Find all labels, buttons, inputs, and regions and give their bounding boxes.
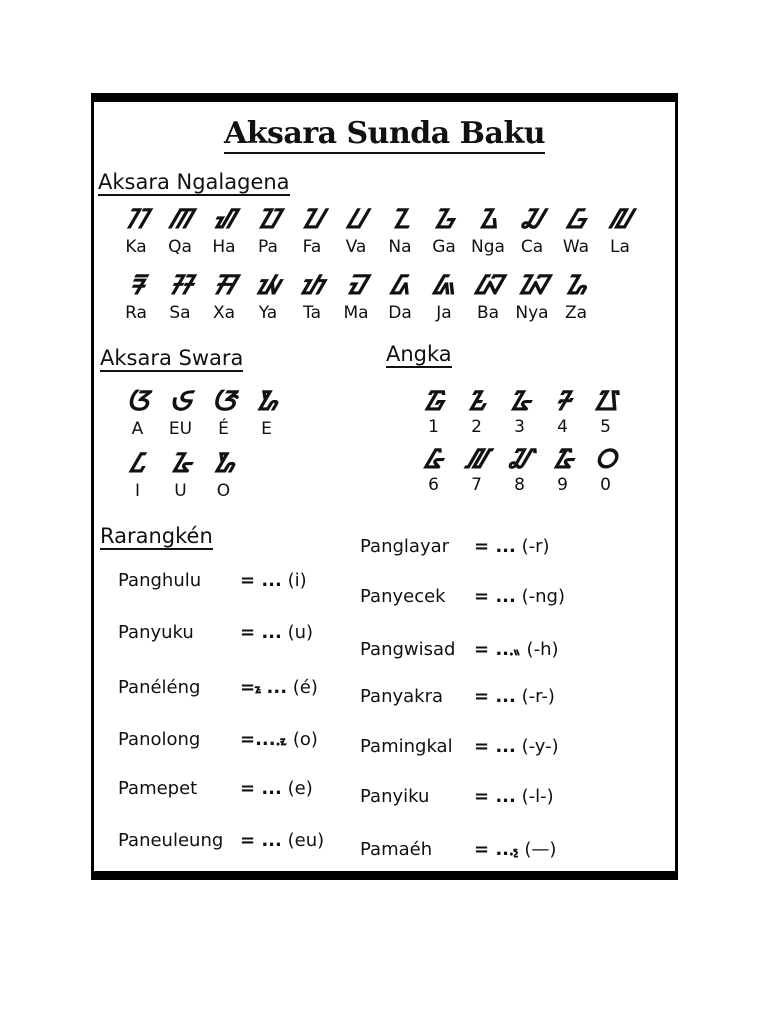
swara-cell — [159, 386, 202, 440]
swara-glyph: ᮇ — [212, 448, 235, 479]
ngalagena-latin: Ha — [212, 237, 236, 257]
rarangken-value: (o) — [287, 729, 318, 750]
ngalagena-glyph: ᮙ — [346, 270, 366, 301]
rarangken-symbol: = ... — [474, 686, 516, 707]
ngalagena-cell — [202, 204, 246, 258]
ngalagena-latin: Ga — [432, 237, 456, 257]
rarangken-name: Paneuleung — [118, 830, 224, 851]
rarangken-item — [118, 726, 318, 752]
swara-latin: I — [134, 481, 140, 501]
rarangken-value: (e) — [281, 778, 313, 799]
ngalagena-cell — [334, 204, 378, 258]
rarangken-name: Panéléng — [118, 677, 201, 698]
angka-cell — [584, 444, 627, 494]
ngalagena-cell — [114, 204, 158, 258]
ngalagena-glyph: ᮑ — [517, 270, 547, 301]
angka-latin: 5 — [600, 417, 611, 437]
swara-latin: E — [261, 419, 272, 439]
ngalagena-latin: Nya — [515, 303, 549, 323]
ngalagena-cell — [466, 204, 510, 258]
swara-cell — [116, 386, 159, 440]
ngalagena-latin: Da — [388, 303, 412, 323]
ngalagena-latin: Nga — [471, 237, 505, 257]
ngalagena-cell — [422, 270, 466, 324]
rarangken-symbol: =....ᮧ — [240, 729, 288, 750]
rarangken-value: (i) — [281, 570, 307, 591]
rarangken-name: Panghulu — [118, 570, 202, 591]
swara-latin: EU — [168, 419, 193, 439]
ngalagena-latin: Ba — [476, 303, 500, 323]
rarangken-item — [118, 830, 324, 851]
angka-cell — [455, 444, 498, 494]
ngalagena-latin: Ta — [303, 303, 321, 323]
rarangken-item — [118, 778, 313, 799]
rarangken-name: Panyakra — [360, 686, 444, 707]
swara-glyph: ᮄ — [129, 448, 146, 479]
angka-row-1 — [412, 386, 627, 436]
rarangken-symbol: = ... — [240, 622, 282, 643]
ngalagena-cell — [378, 204, 422, 258]
rarangken-item — [360, 736, 559, 757]
swara-latin: O — [216, 481, 231, 501]
swara-glyph: ᮅ — [170, 448, 191, 479]
ngalagena-glyph: ᮞ — [169, 270, 191, 301]
angka-glyph: ᮵ — [593, 386, 618, 417]
rarangken-symbol: = ...ᮂ — [474, 639, 521, 660]
ngalagena-cell — [114, 270, 158, 324]
ngalagena-glyph: ᮘ — [474, 270, 502, 301]
rarangken-item — [118, 622, 313, 643]
ngalagena-glyph: ᮒ — [300, 270, 324, 301]
rarangken-symbol: = ... — [474, 536, 516, 557]
swara-cell — [202, 448, 245, 502]
rarangken-value: (-h) — [520, 639, 559, 660]
angka-glyph: ᮴ — [555, 386, 570, 417]
swara-cell — [116, 448, 159, 502]
angka-latin: 1 — [428, 417, 439, 437]
swara-latin: U — [174, 481, 187, 501]
ngalagena-glyph: ᮋ — [169, 204, 191, 235]
ngalagena-row-1 — [114, 204, 642, 258]
rarangken-symbol: = ... — [240, 570, 282, 591]
ngalagena-latin: Za — [564, 303, 588, 323]
angka-glyph: ᮶ — [424, 444, 443, 475]
angka-row-2 — [412, 444, 627, 494]
ngalagena-latin: Na — [388, 237, 412, 257]
rarangken-name: Pamaéh — [360, 839, 433, 860]
angka-cell — [412, 444, 455, 494]
angka-latin: 2 — [471, 417, 482, 437]
ngalagena-cell — [334, 270, 378, 324]
ngalagena-latin: La — [610, 237, 630, 257]
ngalagena-glyph: ᮏ — [432, 270, 455, 301]
rarangken-value: (u) — [281, 622, 314, 643]
ngalagena-latin: Ya — [258, 303, 278, 323]
rarangken-item — [118, 570, 307, 591]
angka-latin: 3 — [514, 417, 525, 437]
ngalagena-glyph: ᮔ — [390, 204, 410, 235]
angka-glyph: ᮲ — [467, 386, 486, 417]
ngalagena-latin: Qa — [168, 237, 192, 257]
rarangken-heading: Rarangkén — [100, 524, 213, 548]
rarangken-name: Panyuku — [118, 622, 194, 643]
ngalagena-glyph: ᮐ — [564, 270, 588, 301]
rarangken-value: (—) — [518, 839, 557, 860]
rarangken-symbol: = ... — [240, 830, 282, 851]
rarangken-item — [360, 836, 556, 862]
rarangken-value: (-r-) — [515, 686, 555, 707]
rarangken-name: Pamepet — [118, 778, 198, 799]
ngalagena-cell — [290, 204, 334, 258]
angka-glyph: ᮸ — [508, 444, 531, 475]
rarangken-item — [360, 536, 550, 557]
ngalagena-latin: Sa — [169, 303, 191, 323]
angka-latin: 4 — [557, 417, 568, 437]
rarangken-name: Panolong — [118, 729, 201, 750]
rarangken-name: Pamingkal — [360, 736, 453, 757]
rarangken-symbol: = ... — [474, 586, 516, 607]
ngalagena-latin: Ja — [436, 303, 452, 323]
ngalagena-glyph: ᮛ — [128, 270, 144, 301]
rarangken-item — [360, 686, 555, 707]
rarangken-value: (-y-) — [515, 736, 559, 757]
angka-glyph: ᮰ — [594, 444, 617, 475]
rarangken-value: (eu) — [281, 830, 325, 851]
ngalagena-latin: Ka — [125, 237, 147, 257]
ngalagena-glyph: ᮟ — [213, 270, 235, 301]
ngalagena-cell — [246, 270, 290, 324]
ngalagena-glyph: ᮜ — [609, 204, 631, 235]
angka-cell — [412, 386, 455, 436]
swara-glyph: ᮈ — [169, 386, 192, 417]
swara-glyph: ᮆ — [211, 386, 236, 417]
rarangken-item — [360, 586, 565, 607]
ngalagena-glyph: ᮖ — [301, 204, 323, 235]
ngalagena-latin: Ra — [125, 303, 147, 323]
rarangken-value: (-ng) — [515, 586, 565, 607]
angka-cell — [541, 444, 584, 494]
angka-cell — [541, 386, 584, 436]
swara-glyph: ᮇ — [255, 386, 278, 417]
rarangken-symbol: = ... — [240, 778, 282, 799]
ngalagena-glyph: ᮊ — [125, 204, 147, 235]
ngalagena-glyph: ᮗ — [346, 204, 366, 235]
swara-heading: Aksara Swara — [100, 346, 244, 370]
ngalagena-glyph: ᮕ — [257, 204, 279, 235]
ngalagena-latin: Wa — [562, 237, 590, 257]
swara-latin: A — [131, 419, 144, 439]
angka-latin: 7 — [471, 475, 482, 495]
swara-glyph: ᮃ — [125, 386, 150, 417]
swara-row-1 — [116, 386, 288, 440]
swara-latin: É — [218, 419, 229, 439]
ngalagena-cell — [246, 204, 290, 258]
angka-latin: 8 — [514, 475, 525, 495]
ngalagena-latin: Ma — [343, 303, 369, 323]
angka-latin: 6 — [428, 475, 439, 495]
rarangken-symbol: = ... — [474, 786, 516, 807]
angka-latin: 9 — [557, 475, 568, 495]
ngalagena-cell — [378, 270, 422, 324]
rarangken-symbol: = ᮦ... — [240, 677, 288, 698]
rarangken-value: (-l-) — [515, 786, 554, 807]
swara-cell — [245, 386, 288, 440]
ngalagena-cell — [554, 204, 598, 258]
ngalagena-cell — [510, 204, 554, 258]
angka-glyph: ᮹ — [552, 444, 573, 475]
angka-cell — [584, 386, 627, 436]
ngalagena-heading: Aksara Ngalagena — [98, 170, 290, 194]
angka-latin: 0 — [600, 475, 611, 495]
rarangken-name: Panglayar — [360, 536, 450, 557]
rarangken-item — [360, 786, 554, 807]
ngalagena-cell — [466, 270, 510, 324]
ngalagena-glyph: ᮚ — [256, 270, 280, 301]
ngalagena-cell — [158, 204, 202, 258]
angka-cell — [455, 386, 498, 436]
angka-cell — [498, 386, 541, 436]
ngalagena-cell — [158, 270, 202, 324]
ngalagena-latin: Xa — [212, 303, 236, 323]
ngalagena-cell — [290, 270, 334, 324]
rarangken-name: Panyecek — [360, 586, 446, 607]
ngalagena-glyph: ᮠ — [213, 204, 235, 235]
angka-glyph: ᮱ — [422, 386, 445, 417]
angka-heading: Angka — [386, 342, 452, 366]
ngalagena-glyph: ᮝ — [566, 204, 586, 235]
rarangken-symbol: = ...᮪ — [474, 839, 519, 860]
ngalagena-glyph: ᮓ — [390, 270, 410, 301]
rarangken-name: Pangwisad — [360, 639, 456, 660]
rarangken-value: (é) — [287, 677, 318, 698]
chart-sheet — [91, 93, 678, 880]
ngalagena-glyph: ᮌ — [433, 204, 455, 235]
ngalagena-cell — [598, 204, 642, 258]
rarangken-value: (-r) — [515, 536, 550, 557]
ngalagena-latin: Fa — [302, 237, 322, 257]
angka-cell — [498, 444, 541, 494]
ngalagena-cell — [554, 270, 598, 324]
rarangken-item — [118, 674, 318, 700]
rarangken-name: Panyiku — [360, 786, 430, 807]
ngalagena-glyph: ᮍ — [478, 204, 498, 235]
swara-row-2 — [116, 448, 245, 502]
ngalagena-cell — [202, 270, 246, 324]
rarangken-item — [360, 636, 559, 662]
swara-cell — [159, 448, 202, 502]
ngalagena-cell — [510, 270, 554, 324]
swara-cell — [202, 386, 245, 440]
ngalagena-latin: Pa — [258, 237, 278, 257]
ngalagena-latin: Ca — [520, 237, 544, 257]
rarangken-symbol: = ... — [474, 736, 516, 757]
angka-glyph: ᮷ — [466, 444, 487, 475]
ngalagena-row-2 — [114, 270, 598, 324]
ngalagena-cell — [422, 204, 466, 258]
page-title: Aksara Sunda Baku — [94, 116, 675, 151]
angka-glyph: ᮳ — [509, 386, 530, 417]
ngalagena-latin: Va — [345, 237, 367, 257]
ngalagena-glyph: ᮎ — [521, 204, 543, 235]
